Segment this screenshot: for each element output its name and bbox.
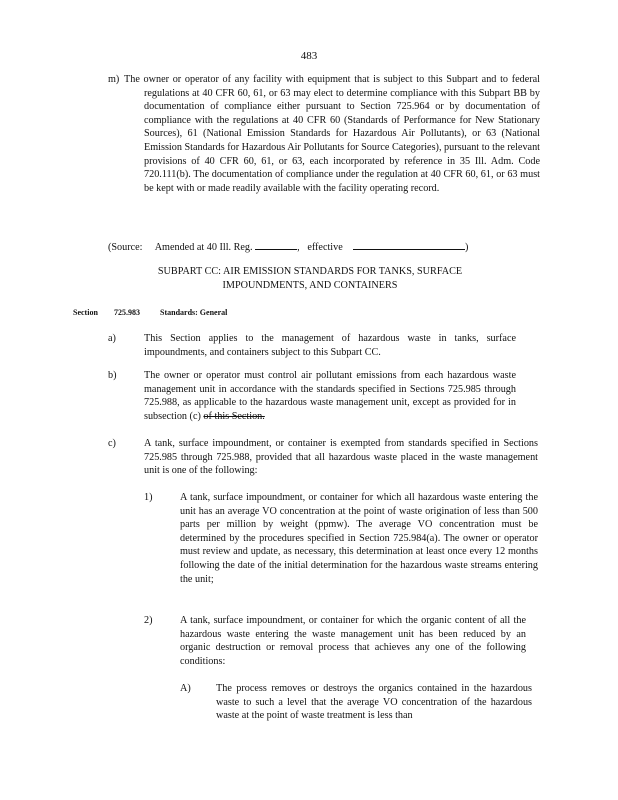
register-blank	[255, 239, 297, 250]
item-m-text: The owner or operator of any facility with equipment that is subject to this Subpart and to federal regulations at 40 CFR 60, 61, or 63 may elect to determine compliance with this Subpart BB by documentation of compliance either pursuant to Section 725.964 or by documentation of compliance with the regulations at 40 CFR 60 (Standards of Performance for New Stationary Sources), 61 (National Emission Standards for Hazardous Air Pollutants), or 63 (National Emission Standards for Hazardous Air Pollutants for Source Categories), pursuant to the relevant provisions of 40 CFR 60, 61, or 63, each incorporated by reference in 35 Ill. Adm. Code 720.111(b). The documentation of compliance under the regulation at 40 CFR 60, 61, or 63 must be kept with or made readily available with the facility operating record.	[124, 74, 540, 194]
source-amended: Amended at 40 Ill. Reg.	[154, 242, 253, 253]
para-c-label: c)	[108, 438, 116, 449]
source-note: (Source: Amended at 40 Ill. Reg. , effective )	[108, 239, 528, 255]
para-a-text: This Section applies to the management of hazardous waste in tanks, surface impoundments, and containers subject to this Subpart CC.	[144, 333, 516, 358]
para-a-label: a)	[108, 333, 116, 344]
para-b-text: The owner or operator must control air pollutant emissions from each hazardous waste management unit in accordance with the standards specified in Sections 725.985 through 725.988, as applicable to the hazardous waste management unit, except as provided for in subsection (c)	[144, 370, 516, 422]
para-b	[144, 369, 516, 423]
section-title: Standards: General	[160, 308, 228, 317]
para-c2a-text: The process removes or destroys the organics contained in the hazardous waste to such a level that the average VO concentration of the hazardous waste at the point of waste treatment is less than	[216, 683, 532, 722]
para-b-label: b)	[108, 370, 117, 381]
source-prefix: (Source:	[108, 242, 143, 253]
para-c-text: A tank, surface impoundment, or container is exempted from standards specified in Sections 725.985 through 725.988, provided that all hazardous waste placed in the waste management unit is one of the following:	[144, 438, 538, 477]
source-effective: effective	[307, 242, 343, 253]
item-m-label: m)	[108, 74, 120, 85]
section-number: 725.983	[114, 308, 140, 317]
section-label: Section	[73, 308, 98, 317]
subpart-heading	[120, 265, 500, 292]
source-close: )	[464, 242, 469, 253]
effective-date-blank	[353, 239, 465, 250]
para-c2a-label: A)	[180, 683, 191, 694]
para-c1-label: 1)	[144, 492, 153, 503]
para-b-struck-text: of this Section.	[203, 410, 265, 422]
para-c1-text: A tank, surface impoundment, or container for which all hazardous waste entering the unit has an average VO concentration at the point of waste origination of less than 500 parts per million by weight (ppmw). The average VO concentration must be determined by the procedures specified in Section 725.984(a). The owner or operator must review and update, as necessary, this determination at least once every 12 months following the date of the initial determination for the hazardous waste streams entering the unit;	[180, 492, 538, 585]
item-m	[108, 73, 540, 195]
para-c2-label: 2)	[144, 615, 153, 626]
page-number: 483	[300, 50, 318, 62]
subpart-heading-line1: SUBPART CC: AIR EMISSION STANDARDS FOR TANKS, SURFACE	[157, 266, 463, 277]
subpart-heading-line2: IMPOUNDMENTS, AND CONTAINERS	[222, 279, 398, 291]
para-c2-text: A tank, surface impoundment, or container for which the organic content of all the hazardous waste entering the waste management unit has been reduced by an organic destruction or removal process that achieves any one of the following conditions:	[180, 615, 526, 667]
